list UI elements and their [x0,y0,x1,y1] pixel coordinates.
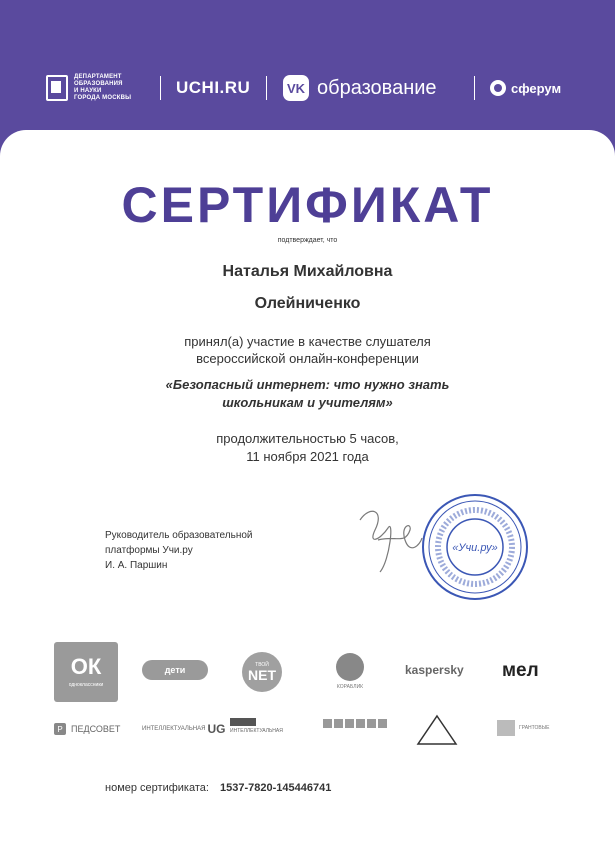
signer-line3: И. А. Паршин [105,560,168,571]
sferum-icon [490,80,506,96]
vk-icon: VK [283,75,309,101]
vk-education-logo [283,68,437,108]
ug2-mark-icon [230,718,256,726]
ug-logo [142,722,225,736]
korablik-label: КОРАБЛИК [336,683,364,690]
duration-text: продолжительностью 5 часов, [216,431,399,446]
bird-icon [336,653,364,681]
emblem-icon [46,75,68,101]
square-icon [378,719,387,728]
square-icon [334,719,343,728]
square-icon [323,719,332,728]
signer-line1: Руководитель образовательной [105,530,253,541]
conference-title-line2: школьникам и учителям» [222,395,393,410]
grant-icon [497,720,515,736]
cert-number-label: номер сертификата: [105,782,209,794]
ug-bold: UG [207,722,226,736]
conference-title-line1: «Безопасный интернет: что нужно знать [165,377,450,392]
square-icon [345,719,354,728]
separator [474,76,475,100]
signer-block [105,528,253,573]
department-text: ДЕПАРТАМЕНТ ОБРАЗОВАНИЯ И НАУКИ ГОРОДА МОСКВЫ [74,74,132,101]
stamp-center-text: «Учи.ру» [452,542,498,554]
korablik-logo [330,648,370,694]
stamp-icon [420,492,530,602]
triangle-logo-icon [416,714,458,746]
vk-text: образование [317,76,437,99]
recipient-name-line1: Наталья Михайловна [222,263,393,280]
pedsovet-icon: P [54,723,66,735]
grant-text: ГРАНТОВЫЕ [519,725,550,731]
body-line2: всероссийской онлайн-конференции [196,351,419,366]
sferum-logo [490,68,561,108]
signature-icon [350,500,430,580]
uchi-logo: UCHI.RU [176,78,251,97]
separator [266,76,267,100]
recipient-name-line2: Олейниченко [254,295,361,312]
cert-number-value: 1537-7820-145446741 [220,782,332,794]
date-text: 11 ноября 2021 года [246,449,369,464]
certificate-number [105,782,331,794]
mel-logo: мел [502,660,539,681]
squares-logo [322,718,388,729]
partner-logo-ug2 [230,718,283,734]
signer-line2: платформы Учи.ру [105,545,193,556]
ok-label: одноклассники [68,682,104,688]
grant-logo [497,720,549,736]
deti-logo: дети [142,660,208,680]
separator [160,76,161,100]
certificate-title: СЕРТИФИКАТ [121,177,494,233]
tvoy-net-logo [242,652,282,692]
pedsovet-logo [54,723,120,735]
body-line1: принял(а) участие в качестве слушателя [184,334,431,349]
confirms-text: подтверждает, что [277,237,338,244]
ug-text: ИНТЕЛЛЕКТУАЛЬНАЯ [142,726,206,732]
kaspersky-logo: kaspersky [405,663,464,677]
department-logo [46,68,151,108]
ug2-text: ИНТЕЛЛЕКТУАЛЬНАЯ [230,728,283,734]
partner-header [0,68,615,108]
net-top-label: ТВОЙ [255,662,269,668]
ok-logo [54,642,118,702]
pedsovet-label: ПЕДСОВЕТ [71,724,121,734]
net-main-label: NET [248,667,276,683]
square-icon [356,719,365,728]
square-icon [367,719,376,728]
sferum-text: сферум [511,80,562,96]
ok-icon: ОК [70,654,102,679]
